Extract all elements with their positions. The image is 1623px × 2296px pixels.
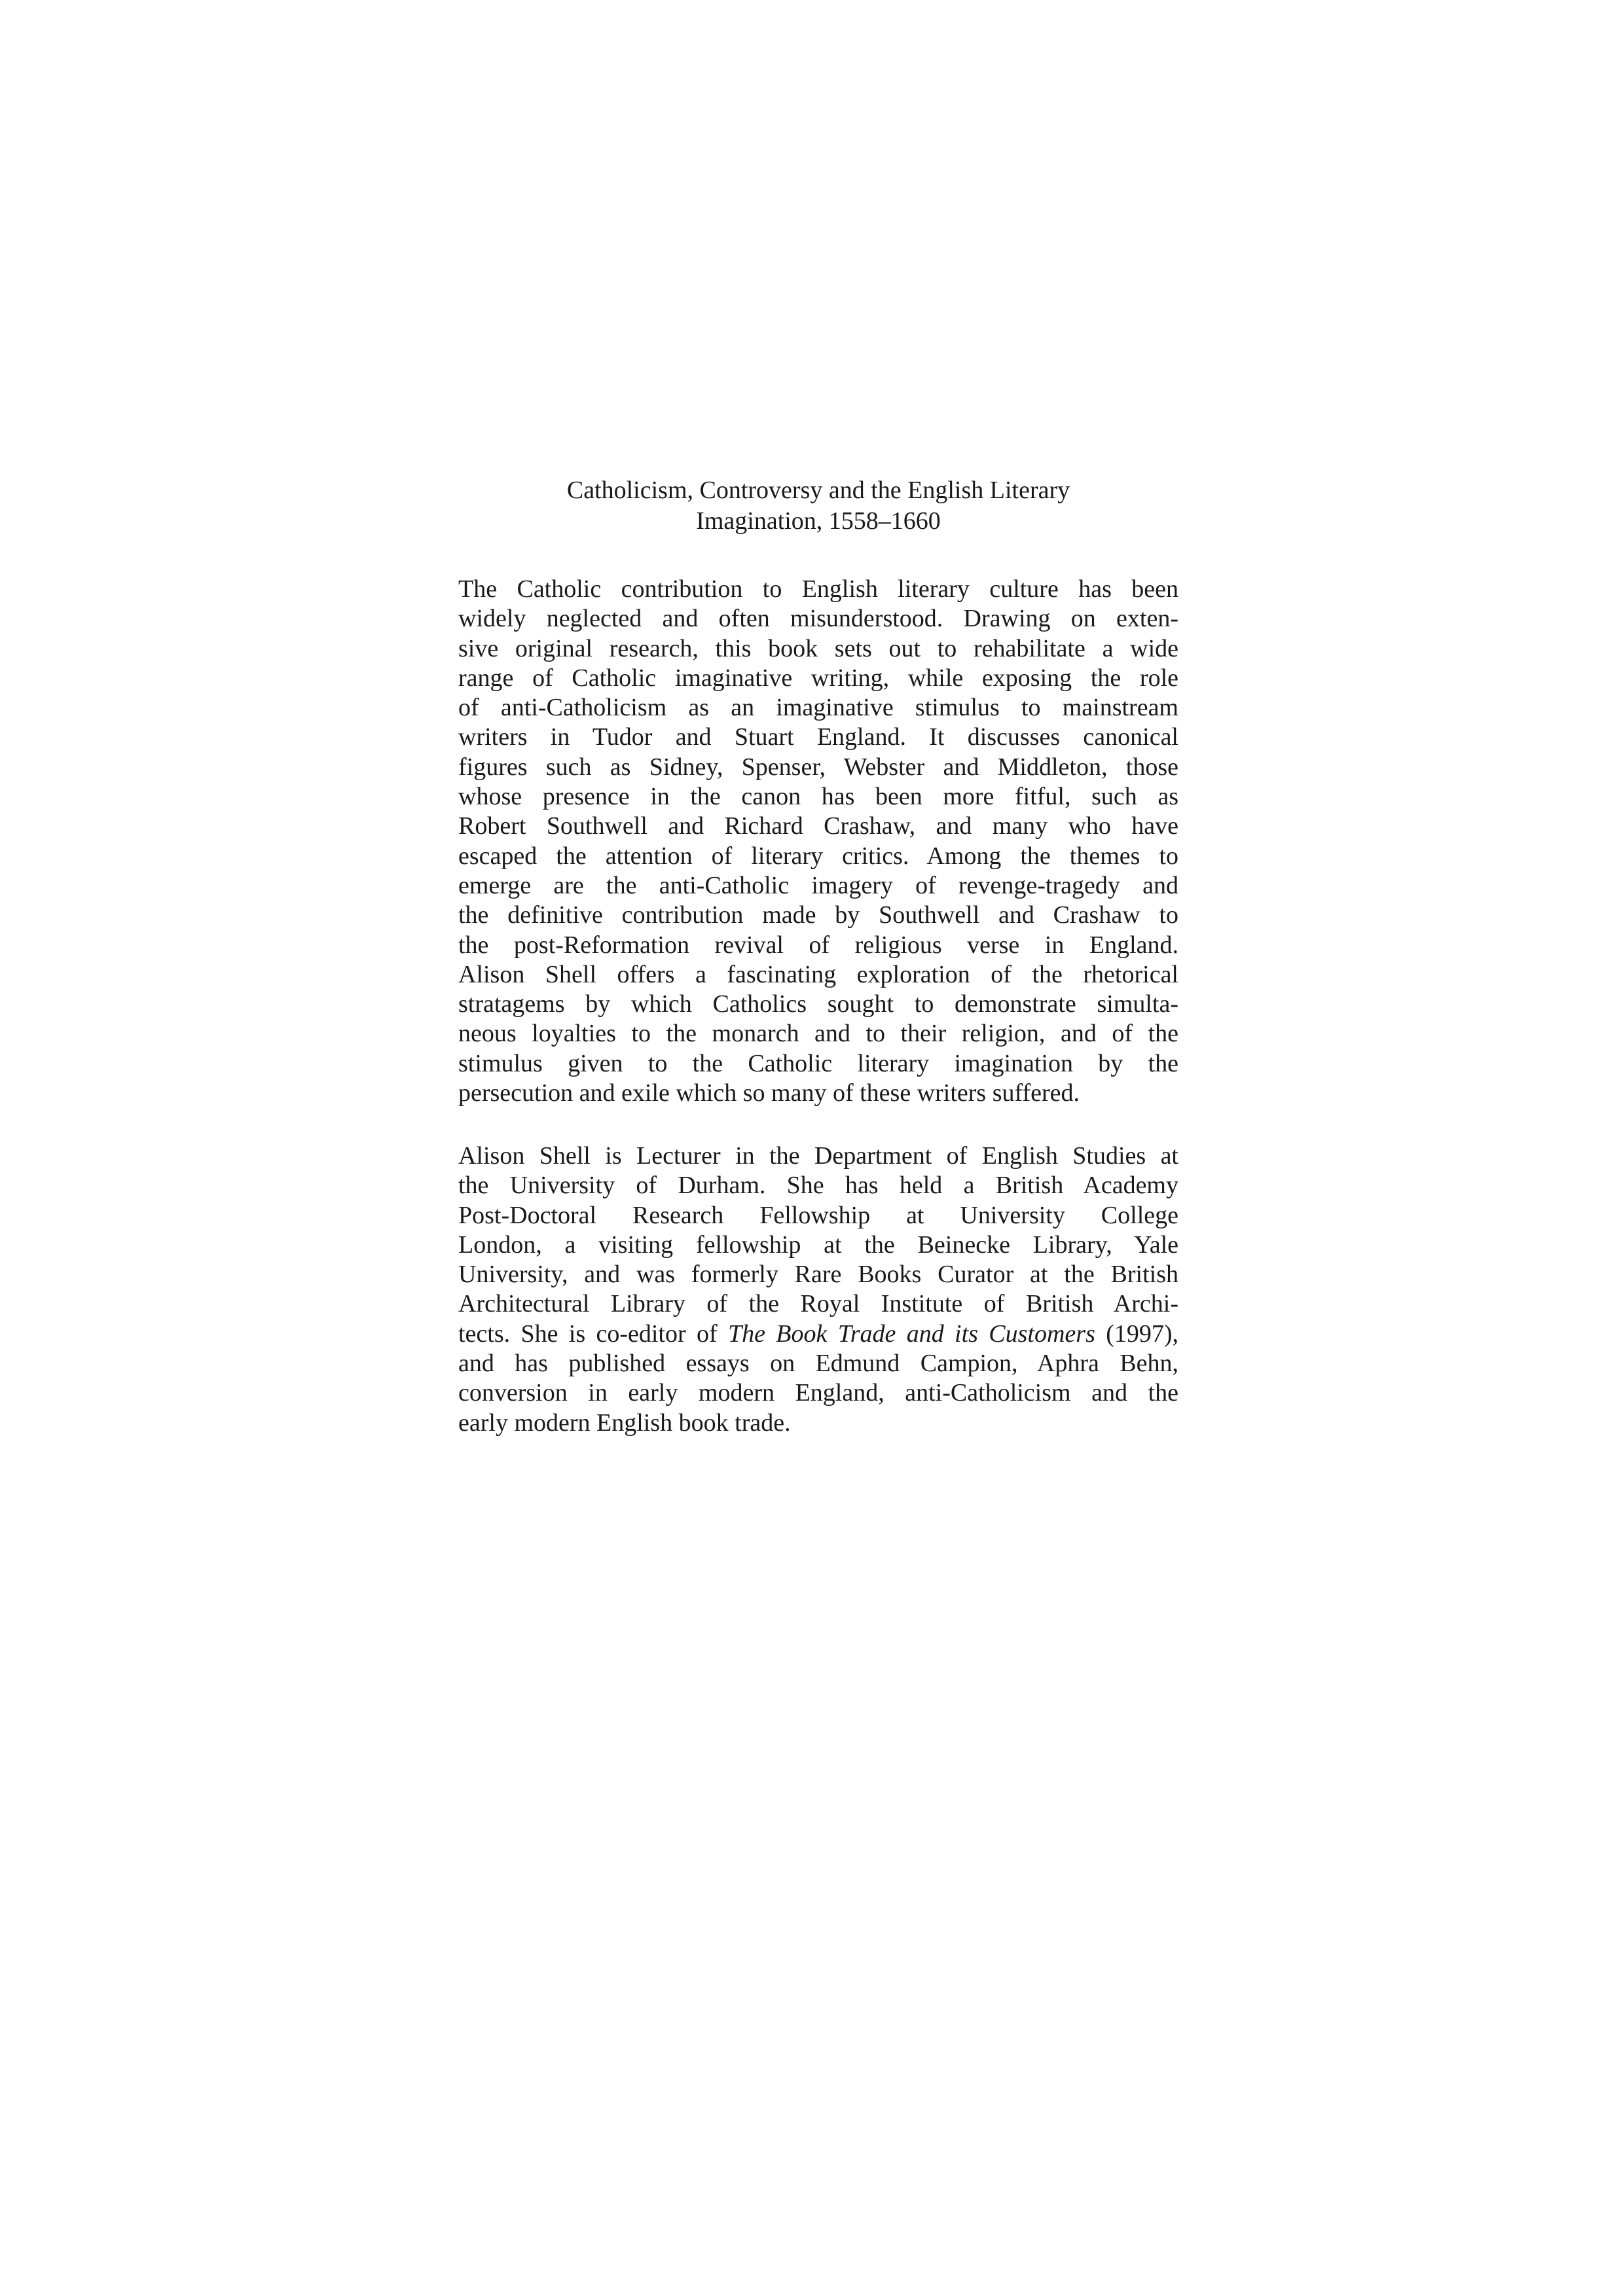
- description-line: widely neglected and often misunderstood. Drawing on exten-: [458, 605, 1178, 633]
- description-line: escaped the attention of literary critics. Among the themes to: [458, 842, 1178, 870]
- title-line-1: Catholicism, Controversy and the English Literary: [566, 476, 1070, 504]
- page-title: [458, 475, 1178, 537]
- description-line: the definitive contribution made by Southwell and Crashaw to: [458, 901, 1178, 929]
- description-line: emerge are the anti-Catholic imagery of revenge-tragedy and: [458, 871, 1178, 899]
- title-line-2: Imagination, 1558–1660: [696, 507, 941, 535]
- book-description: [458, 575, 1178, 1108]
- description-line: sive original research, this book sets out to rehabilitate a wide: [458, 634, 1178, 662]
- book-title-italic: The Book Trade and its Customers: [727, 1319, 1095, 1348]
- bio-line: [458, 1319, 1178, 1349]
- description-line: stratagems by which Catholics sought to demonstrate simulta-: [458, 990, 1178, 1018]
- bio-line: Architectural Library of the Royal Institute of British Archi-: [458, 1290, 1178, 1318]
- author-biography: [458, 1141, 1178, 1438]
- description-line: neous loyalties to the monarch and to their religion, and of the: [458, 1020, 1178, 1048]
- description-line: The Catholic contribution to English literary culture has been: [458, 575, 1178, 603]
- description-line: the post-Reformation revival of religious verse in England.: [458, 931, 1178, 959]
- description-line: figures such as Sidney, Spenser, Webster and Middleton, those: [458, 753, 1178, 781]
- bio-line: early modern English book trade.: [458, 1408, 791, 1437]
- bio-line: London, a visiting fellowship at the Beinecke Library, Yale: [458, 1230, 1178, 1259]
- bio-line: and has published essays on Edmund Campion, Aphra Behn,: [458, 1350, 1178, 1378]
- bio-line: Alison Shell is Lecturer in the Department of English Studies at: [458, 1142, 1178, 1170]
- description-line: persecution and exile which so many of these writers suffered.: [458, 1079, 1080, 1107]
- description-line: of anti-Catholicism as an imaginative stimulus to mainstream: [458, 694, 1178, 722]
- bio-line: University, and was formerly Rare Books Curator at the British: [458, 1261, 1178, 1289]
- description-line: range of Catholic imaginative writing, while exposing the role: [458, 664, 1178, 692]
- description-line: Robert Southwell and Richard Crashaw, and many who have: [458, 812, 1178, 840]
- description-line: Alison Shell offers a fascinating exploration of the rhetorical: [458, 960, 1178, 988]
- bio-line-with-book-title: tects. She is co-editor of The Book Trade and its Customers (1997),: [458, 1319, 1178, 1348]
- description-line: stimulus given to the Catholic literary imagination by the: [458, 1049, 1178, 1077]
- bio-line: the University of Durham. She has held a British Academy: [458, 1172, 1178, 1200]
- bio-line: conversion in early modern England, anti-Catholicism and the: [458, 1379, 1178, 1407]
- description-line: whose presence in the canon has been more fitful, such as: [458, 783, 1178, 811]
- description-line: writers in Tudor and Stuart England. It discusses canonical: [458, 723, 1178, 751]
- bio-line: Post-Doctoral Research Fellowship at University College: [458, 1201, 1178, 1229]
